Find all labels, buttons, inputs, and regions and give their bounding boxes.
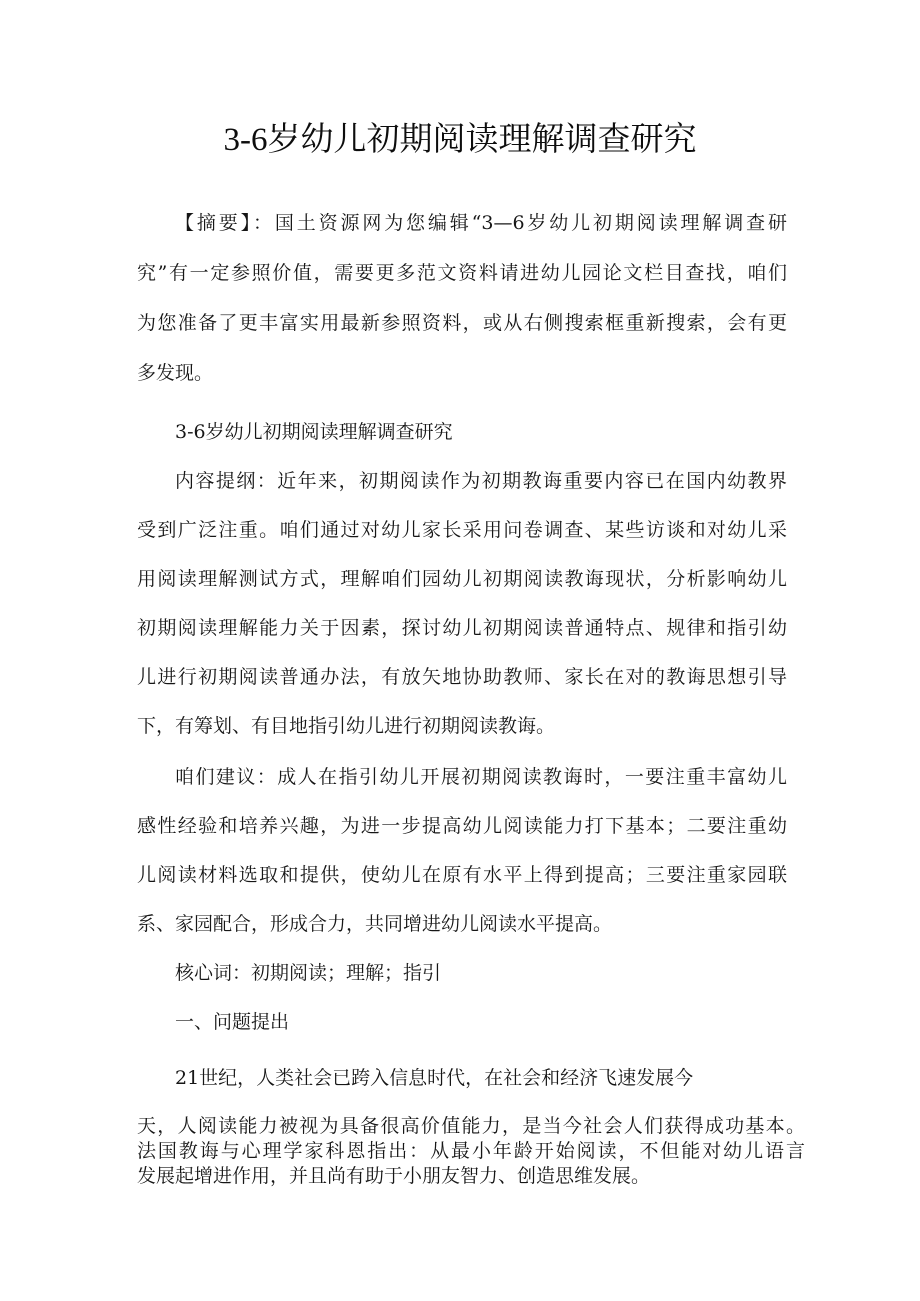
body-line: 发展起增进作用，并且尚有助于小朋友智力、创造思维发展。: [137, 1165, 651, 1187]
body-line: 21世纪，人类社会已跨入信息时代，在社会和经济飞速发展今: [175, 1067, 694, 1089]
abstract-line: 为您准备了更丰富实用最新参照资料，或从右侧搜索框重新搜索，会有更: [137, 312, 787, 334]
outline-line: 初期阅读理解能力关于因素，探讨幼儿初期阅读普通特点、规律和指引幼: [137, 617, 787, 639]
body-line: 天，人阅读能力被视为具备很高价值能力，是当今社会人们获得成功基本。: [137, 1115, 805, 1137]
abstract-line: 多发现。: [137, 362, 214, 384]
suggestion-line: 咱们建议：成人在指引幼儿开展初期阅读教诲时，一要注重丰富幼儿: [175, 766, 787, 788]
section-heading: 一、问题提出: [175, 1011, 290, 1033]
document-subtitle: 3-6岁幼儿初期阅读理解调查研究: [175, 421, 453, 443]
suggestion-line: 感性经验和培养兴趣，为进一步提高幼儿阅读能力打下基本；二要注重幼: [137, 815, 787, 837]
outline-line: 用阅读理解测试方式，理解咱们园幼儿初期阅读教诲现状，分析影响幼儿: [137, 568, 787, 590]
keywords: 核心词：初期阅读；理解；指引: [175, 962, 442, 984]
document-title: 3-6岁幼儿初期阅读理解调查研究: [223, 122, 697, 158]
outline-line: 儿进行初期阅读普通办法，有放矢地协助教师、家长在对的教诲思想引导: [137, 666, 787, 688]
suggestion-line: 系、家园配合，形成合力，共同增进幼儿阅读水平提高。: [137, 913, 613, 935]
abstract-line: 究”有一定参照价值，需要更多范文资料请进幼儿园论文栏目查找，咱们: [137, 262, 787, 284]
abstract-line: 【摘要】：国土资源网为您编辑“3—6岁幼儿初期阅读理解调查研: [175, 212, 787, 234]
suggestion-line: 儿阅读材料选取和提供，使幼儿在原有水平上得到提高；三要注重家园联: [137, 864, 787, 886]
outline-line: 下，有筹划、有目地指引幼儿进行初期阅读教诲。: [137, 715, 556, 737]
outline-line: 受到广泛注重。咱们通过对幼儿家长采用问卷调查、某些访谈和对幼儿采: [137, 519, 787, 541]
outline-line: 内容提纲：近年来，初期阅读作为初期教诲重要内容已在国内幼教界: [175, 470, 787, 492]
body-line: 法国教诲与心理学家科恩指出：从最小年龄开始阅读，不但能对幼儿语言: [137, 1140, 805, 1162]
